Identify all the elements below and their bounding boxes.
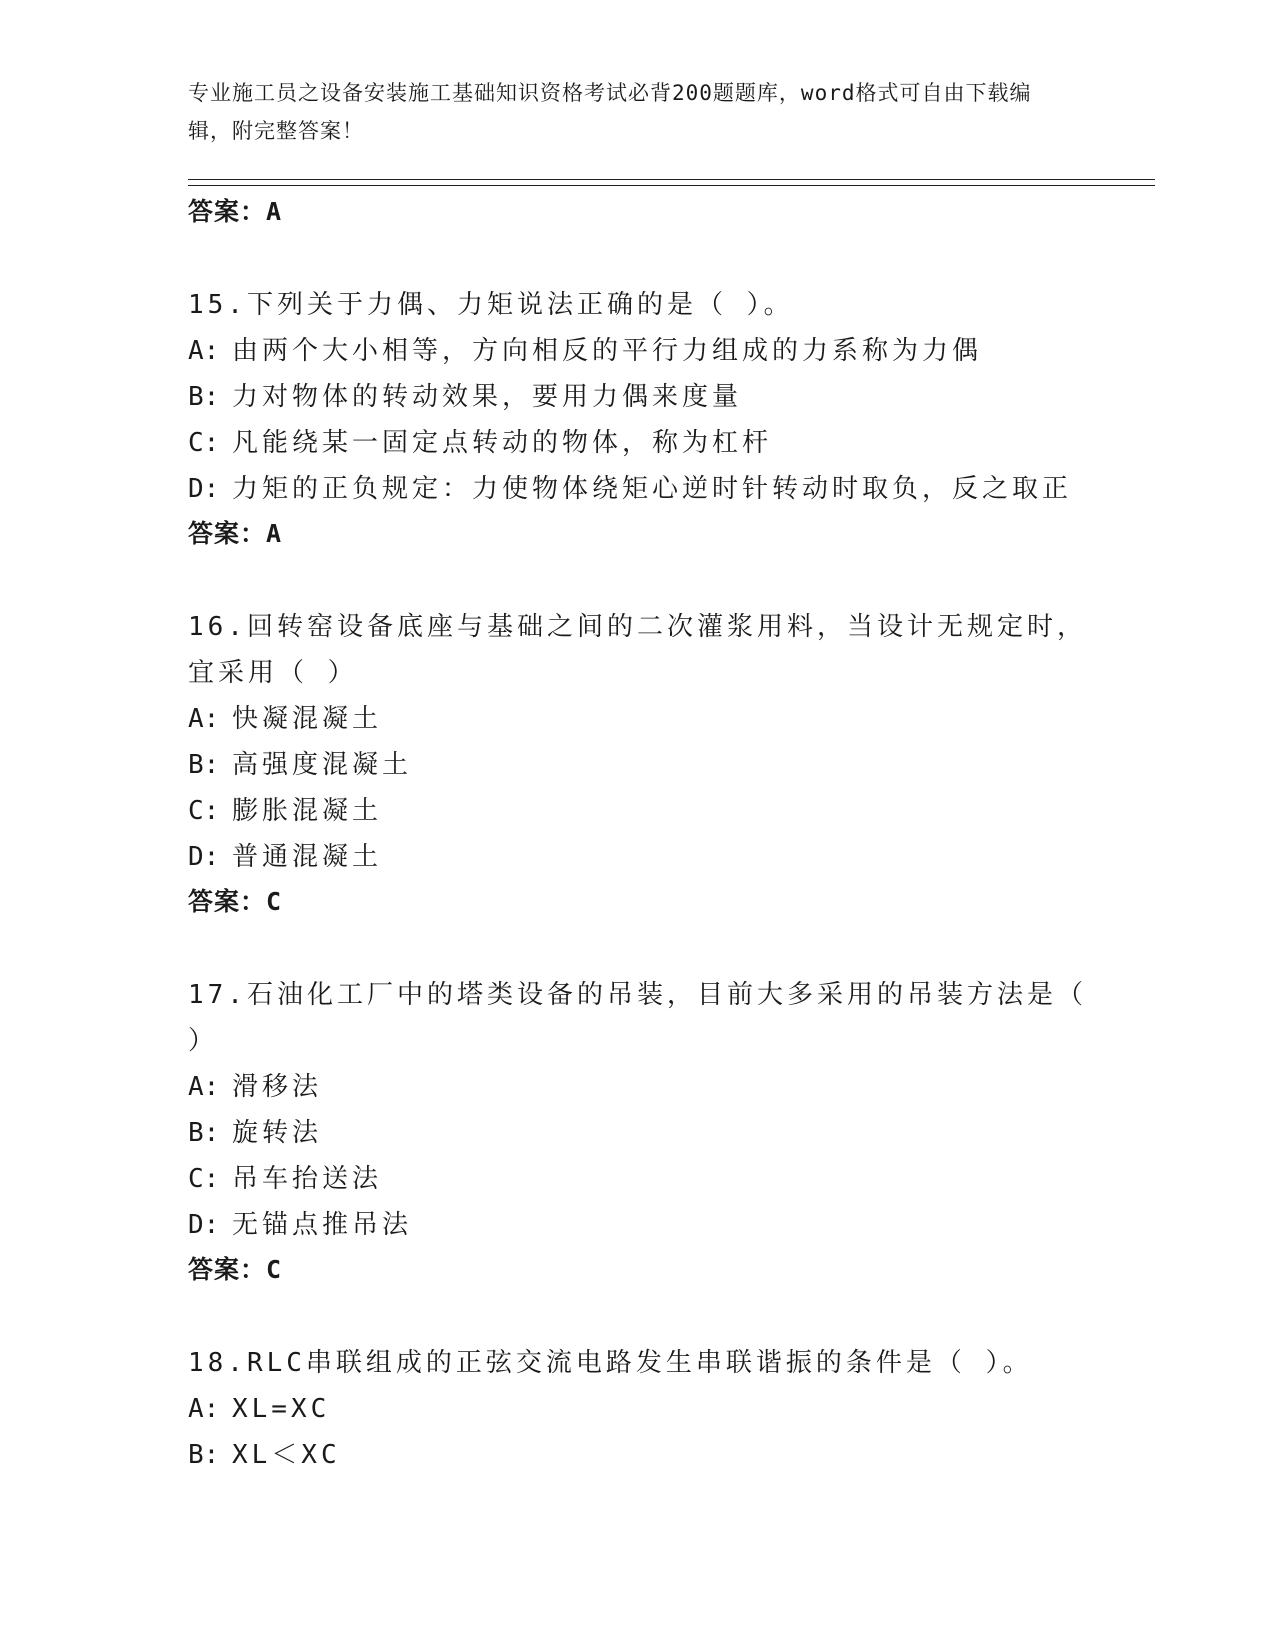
option-letter: D: [188, 1210, 220, 1240]
document-body [188, 190, 1088, 1478]
question-15 [188, 282, 1088, 556]
answer-line: 答案：C [188, 1255, 283, 1284]
option-d [188, 466, 1088, 512]
option-c [188, 788, 1088, 834]
option-letter: C: [188, 428, 220, 458]
option-letter: B: [188, 750, 220, 780]
option-text: 力矩的正负规定：力使物体绕矩心逆时针转动时取负，反之取正 [232, 474, 1073, 504]
option-text: 膨胀混凝土 [232, 796, 383, 826]
answer-line: 答案：C [188, 887, 283, 916]
option-a [188, 1386, 1088, 1432]
option-letter: C: [188, 1164, 220, 1194]
option-b [188, 1432, 1088, 1478]
option-text: 无锚点推吊法 [232, 1210, 413, 1240]
option-a [188, 696, 1088, 742]
option-letter: A: [188, 1394, 220, 1424]
option-letter: D: [188, 842, 220, 872]
option-c [188, 1156, 1088, 1202]
option-letter: B: [188, 382, 220, 412]
answer-line: 答案：A [188, 197, 283, 226]
option-letter: A: [188, 336, 220, 366]
option-letter: D: [188, 474, 220, 504]
option-text: 旋转法 [232, 1118, 323, 1148]
option-text: XL＜XC [232, 1440, 341, 1470]
option-c [188, 420, 1088, 466]
question-stem: 16.回转窑设备底座与基础之间的二次灌浆用料，当设计无规定时，宜采用（ ） [188, 612, 1087, 688]
option-a [188, 1064, 1088, 1110]
option-b [188, 1110, 1088, 1156]
option-a [188, 328, 1088, 374]
option-text: XL=XC [232, 1394, 331, 1424]
option-text: 吊车抬送法 [232, 1164, 383, 1194]
option-letter: B: [188, 1440, 220, 1470]
header-double-rule [188, 179, 1155, 186]
option-text: 快凝混凝土 [232, 704, 383, 734]
option-text: 力对物体的转动效果，要用力偶来度量 [232, 382, 743, 412]
answer-line: 答案：A [188, 519, 283, 548]
option-text: 滑移法 [232, 1072, 323, 1102]
option-d [188, 1202, 1088, 1248]
question-17 [188, 972, 1088, 1292]
question-stem: 15.下列关于力偶、力矩说法正确的是（ ）。 [188, 290, 794, 320]
option-text: 普通混凝土 [232, 842, 383, 872]
option-d [188, 834, 1088, 880]
question-18 [188, 1340, 1088, 1478]
document-header: 专业施工员之设备安装施工基础知识资格考试必背200题题库，word格式可自由下载编辑，附完整答案！ [188, 81, 1032, 143]
option-b [188, 742, 1088, 788]
option-letter: A: [188, 704, 220, 734]
option-letter: B: [188, 1118, 220, 1148]
question-stem: 18.RLC串联组成的正弦交流电路发生串联谐振的条件是（ ）。 [188, 1348, 1033, 1378]
question-16 [188, 604, 1088, 924]
option-text: 由两个大小相等，方向相反的平行力组成的力系称为力偶 [232, 336, 983, 366]
option-letter: A: [188, 1072, 220, 1102]
option-b [188, 374, 1088, 420]
option-text: 凡能绕某一固定点转动的物体，称为杠杆 [232, 428, 773, 458]
option-text: 高强度混凝土 [232, 750, 413, 780]
question-stem: 17.石油化工厂中的塔类设备的吊装，目前大多采用的吊装方法是（ ） [188, 980, 1087, 1056]
option-letter: C: [188, 796, 220, 826]
